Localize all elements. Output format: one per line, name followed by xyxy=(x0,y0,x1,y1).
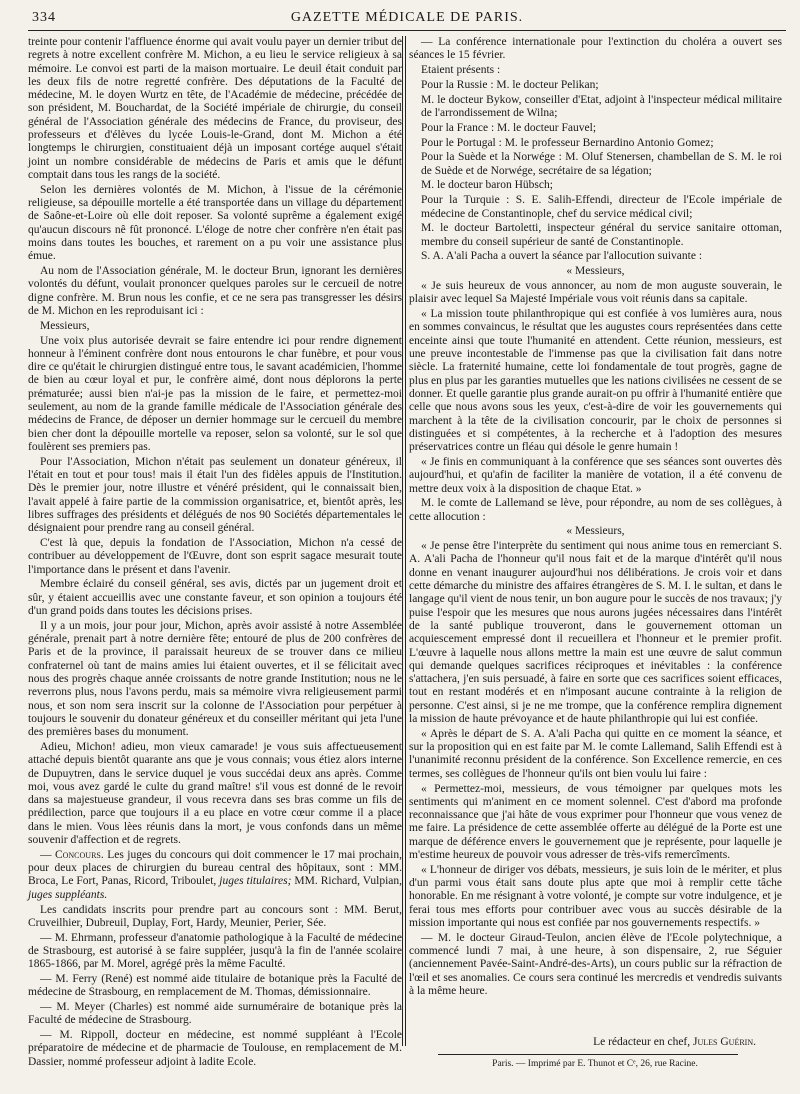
dash: — xyxy=(40,848,55,861)
news-item: — M. Meyer (Charles) est nommé aide surnuméraire de botanique près la Faculté de médecine de Strasbourg. xyxy=(28,1001,402,1027)
paragraph: treinte pour contenir l'affluence énorme qui avait voulu payer un dernier tribut de regrets à notre excellent confrère M. Michon, a eu lieu le service religieux à sa mémoire. Le convoi est parti de la maison mortuaire. Le deuil était conduit par les deux fils de notre regretté confrère. Des députations de la Faculté de médecine, M. le doyen Wurtz en tête, de l'Académie de médecine, précédée de son président, M. Bouchardat, de la Société impériale de chirurgie, du conseil général de l'Association générale des médecins de France, du proviseur, des professeurs et d'élèves du lycée Louis-le-Grand, dont M. Michon a été longtemps le chirurgien, constituaient déjà un imposant cortége auquel s'était joint un nombre considérable de médecins de Paris et amis que le défunt comptait dans tous les rangs de la société. xyxy=(28,36,402,181)
paragraph: Membre éclairé du conseil général, ses avis, dictés par un jugement droit et sûr, y étaient accueillis avec une constante faveur, et son opinion a toujours été d'un grand poids dans toutes les décisions prises. xyxy=(28,578,402,617)
list-item: M. le docteur Bykow, conseiller d'Etat, adjoint à l'inspecteur médical militaire de l'arrondissement de Wilna; xyxy=(421,93,782,119)
italic-run: juges titulaires; xyxy=(219,875,292,888)
editor-signature xyxy=(420,1036,756,1048)
news-item: — M. Ehrmann, professeur d'anatomie pathologique à la Faculté de médecine de Strasbourg, est autorisé à se faire suppléer, jusqu'à la fin de l'année scolaire 1865-1866, par M. Morel, agrégé près la même Faculté. xyxy=(28,931,402,971)
paragraph: Selon les dernières volontés de M. Michon, à l'issue de la cérémonie religieuse, sa dépouille mortelle a été transportée dans un village du département de Saône-et-Loire où elle doit reposer. Sa volonté suprême a également exigé qu'aucun discours nê fût prononcé. L'éloge de notre cher confrère n'en était pas moins dans toutes les bouches, et rarement on a pu voir une assistance plus émue. xyxy=(28,183,402,263)
paragraph: Pour l'Association, Michon n'était pas seulement un donateur généreux, il l'était en tout et pour tous! mais il était l'un des fidèles appuis de l'Institution. Dès le premier jour, notre illustre et vénéré président, qui le connaissait bien, l'avait appelé à faire partie de la commission organisatrice, et, bientôt après, les libres suffrages des présidents et délégués de nos 90 Sociétés départementales le désignaient pour prendre rang au conseil général. xyxy=(28,455,402,535)
printer-imprint: Paris. — Imprimé par E. Thunot et Cᵉ, 26, rue Racine. xyxy=(492,1059,698,1069)
paragraph: M. le comte de Lallemand se lève, pour répondre, au nom de ses collègues, à cette allocution : xyxy=(409,497,782,523)
paragraph: « Je finis en communiquant à la conférence que ses séances sont ouvertes dès aujourd'hui, et qu'afin de faciliter la manière de votation, il a été convenu de mettre deux voix à la disposition de chaque Etat. » xyxy=(409,455,782,495)
list-item: Pour la France : M. le docteur Fauvel; xyxy=(421,121,597,134)
list-item: Pour la Turquie : S. E. Salih-Effendi, directeur de l'Ecole impériale de médecine de Constantinople, chef du service médical civil; xyxy=(421,194,782,220)
text-run: Les juges du concours qui doit commencer le 17 mai prochain, pour deux places de chirurgien du bureau central des hôpitaux, sont : MM. Broca, Le Fort, Panas, Ricord, Triboulet, xyxy=(28,848,402,888)
paragraph: C'est là que, depuis la fondation de l'Association, Michon n'a cessé de contribuer au développement de l'Œuvre, dont son esprit sagace mesurait toute l'importance dans le présent et dans l'avenir. xyxy=(28,536,402,576)
journal-title: GAZETTE MÉDICALE DE PARIS. xyxy=(290,10,524,25)
list-item: Pour la Suède et la Norwége : M. Oluf Stenersen, chambellan de S. M. le roi de Suède et de Norwége, secrétaire de sa légation; xyxy=(421,151,782,177)
paragraph: Au nom de l'Association générale, M. le docteur Brun, ignorant les dernières volontés du défunt, voulait prononcer quelques paroles sur le cercueil de notre digne confrère. M. Brun nous les confie, et ce ne sera pas transgresser les désirs de M. Michon en les reproduisant ici : xyxy=(28,265,402,317)
paragraph: Il y a un mois, jour pour jour, Michon, après avoir assisté à notre Assemblée générale, prenait part à notre dernière fête; entouré de plus de 200 confrères de Paris et de la province, il paraissait heureux de se trouver dans ce milieu confraternel où tant de mains amies lui étaient ouvertes, et il se félicitait avec nous des progrès chaque année croissants de notre grande Institution; nous ne le reverrons plus, nous l'avons perdu, mais sa mémoire vivra religieusement parmi nous, et son nom sera inscrit sur la colonne de l'Association pour perpétuer à toujours le souvenir du donateur généreux et du conseiller méritant qui jeta l'une des premières bases du monument. xyxy=(28,619,402,739)
list-item: M. le docteur baron Hübsch; xyxy=(421,179,553,192)
paragraph: « Permettez-moi, messieurs, de vous témoigner par quelques mots les sentiments qui m'animent en ce moment solennel. C'est d'abord ma profonde reconnaissance que j'ai hâte de vous exprimer pour l'honneur que vous venez de me faire. La présidence de cette assemblée offerte au délégué de la Porte est une marque de déférence envers le gouvernement que je représente, pour laquelle je m'estime heureux de pouvoir vous adresser de très-vifs remercîments. xyxy=(409,782,782,862)
news-item: — M. le docteur Giraud-Teulon, ancien élève de l'Ecole polytechnique, a commencé lundi 7 mai, à une heure, à son dispensaire, 2, rue Séguier (anciennement Pavée-Saint-André-des-Arts), un cours public sur la réfraction de l'œil et ses anomalies. Ce cours sera continué les mercredis et vendredis suivants à la même heure. xyxy=(409,931,782,997)
list-item: Pour le Portugal : M. le professeur Bernardino Antonio Gomez; xyxy=(421,136,714,149)
news-item: — La conférence internationale pour l'extinction du choléra a ouvert ses séances le 15 février. xyxy=(409,36,782,62)
delegate-list xyxy=(409,79,782,264)
salutation: Messieurs, xyxy=(40,319,90,332)
right-column xyxy=(409,36,782,1048)
italic-run: juges suppléants. xyxy=(28,888,108,901)
list-item: Pour la Russie : M. le docteur Pelikan; xyxy=(421,78,599,91)
paragraph: Adieu, Michon! adieu, mon vieux camarade! je vous suis affectueusement attaché depuis bientôt quarante ans que je vous connais; vous étiez alors interne de Dupuytren, dans le service duquel je vous succédai deux ans après. Comme moi, vous avez gardé le culte du grand maître! s'il vous est donné de le revoir dans sa majestueuse grandeur, il vous recevra dans ses bras comme un fils de prédilection, parce que toujours il a eu place en votre cœur comme il a place dans le mien. Vous lèes réunis dans la mort, je vous confonds dans un même souvenir d'affection et de regrets. xyxy=(28,740,402,847)
page-header xyxy=(28,8,786,31)
list-item: S. A. A'ali Pacha a ouvert la séance par l'allocution suivante : xyxy=(421,250,703,263)
signature-prefix: Le rédacteur en chef, xyxy=(593,1036,694,1048)
paragraph: « La mission toute philanthropique qui est confiée à vos lumières aura, nous en sommes convaincus, le résultat que les augustes cours représentées dans cette enceinte ainsi que toute l'humanité en attendent. Cette réunion, messieurs, est une preuve incontestable de l'immense pas que la civilisation fait dans notre siècle. La fraternité humaine, cette loi fondamentale de tout progrès, gagne de plus en plus par les garanties mutuelles que les nations civilisées ne cessent de se donner. Et quelle garantie plus grande aurait-on pu offrir à l'humanité entière que celle que nous avons sous les yeux, c'est-à-dire de voir les gouvernements qui marchent à la tête de la civilisation concourir, par le choix de personnes si distinguées et si compétentes, à la recherche et à l'adoption des mesures préservatrices contre un fléau qui désole le genre humain ! xyxy=(409,308,783,454)
salutation: « Messieurs, xyxy=(566,525,625,538)
news-item: — M. Rippoll, docteur en médecine, est nommé suppléant à l'Ecole préparatoire de médecine et de pharmacie de Toulouse, en remplacement de M. Dassier, nommé professeur adjoint à ladite Ecole. xyxy=(28,1029,402,1068)
page-number: 334 xyxy=(32,10,56,25)
section-label: Concours. xyxy=(54,848,104,861)
paragraph: Une voix plus autorisée devrait se faire entendre ici pour rendre dignement honneur à l'éminent confrère dont nous entourons le char funèbre, et pour vous dire ce qu'était le chirurgien distingué entre tous, le savant académicien, l'homme de bien au cœur loyal et pur, le confrère aimé, dont nous déplorons la perte prématurée; aussi bien n'ai-je pas la mission de le faire, et permettez-moi seulement, au nom de la grande famille médicale de l'Association générale des médecins de France, de déposer un dernier hommage sur le cercueil du membre bien cher dont la dépouille mortelle va reposer, selon sa volonté, sur le sol que foulèrent ses premiers pas. xyxy=(28,334,402,453)
paragraph: Les candidats inscrits pour prendre part au concours sont : MM. Berut, Cruveilhier, Dubreuil, Duplay, Fort, Hardy, Meunier, Perier, Sée. xyxy=(28,903,402,929)
paragraph: « L'honneur de diriger vos débats, messieurs, je suis loin de le mériter, et plus d'un parmi vous était sans doute plus apte que moi à remplir cette tâche honorable. En me résignant à votre volonté, je compte sur votre indulgence, et je ferai tous mes efforts pour contribuer avec vous au succès désirable de la mission importante qui nous est confiée par nos gouvernements respectifs. » xyxy=(409,863,782,929)
text-run: MM. Richard, Vulpian, xyxy=(291,875,402,888)
paragraph: « Je suis heureux de vous annoncer, au nom de mon auguste souverain, le plaisir avec lequel Sa Majesté Impériale vous voit réunis dans sa capitale. xyxy=(409,280,782,306)
list-item: M. le docteur Bartoletti, inspecteur général du service sanitaire ottoman, membre du conseil supérieur de santé de Constantinople. xyxy=(421,222,782,248)
editor-name: Jules Guérin. xyxy=(693,1036,756,1048)
news-item-concours xyxy=(28,849,402,902)
left-column xyxy=(28,36,402,1068)
paragraph: Etaient présents : xyxy=(421,64,501,77)
column-divider xyxy=(402,36,406,1046)
paragraph: « Je pense être l'interprète du sentiment qui nous anime tous en remerciant S. A. A'ali Pacha de l'honneur qu'il nous fait et de la marque d'intérêt qu'il nous donne en venant inaugurer aujourd'hui nos délibérations. Je crois voir et dans cette démarche du ministre des affaires étrangères de S. M. I. le sultan, et dans le langage qu'il vient de nous tenir, un bon augure pour le succès de nos travaux; j'y puise l'espoir que les mesures que nous aurons jugées nécessaires dans l'intérêt de la santé publique trouveront, dans le gouvernement ottoman un acquiescement empressé dont il recueillera et l'honneur et le premier profit. L'œuvre à laquelle nous allons mettre la main est une œuvre de salut commun qui demande quelques sacrifices réciproques et inévitables : la conférence s'attachera, j'en suis persuadé, à faire en sorte que ces sacrifices soient efficaces, tout en restant modérés et en n'imposant aucune contrainte à la religion de personne. C'est ainsi, si je ne me trompe, que la conférence remplira dignement la mission de haute prévoyance et de haute philanthropie qui lui est confiée. xyxy=(409,540,782,726)
footer-divider xyxy=(438,1054,738,1055)
news-item: — M. Ferry (René) est nommé aide titulaire de botanique près la Faculté de médecine de Strasbourg, en remplacement de M. Thomas, démissionnaire. xyxy=(28,972,402,999)
paragraph: « Après le départ de S. A. A'ali Pacha qui quitte en ce moment la séance, et sur la proposition qui en est faite par M. le comte Lallemand, Salih Effendi est à l'unanimité reconnu président de la conférence. Son Excellence remercie, en ces termes, ses collègues de l'honneur qu'ils ont bien voulu lui faire : xyxy=(409,727,782,780)
salutation: « Messieurs, xyxy=(566,265,625,278)
